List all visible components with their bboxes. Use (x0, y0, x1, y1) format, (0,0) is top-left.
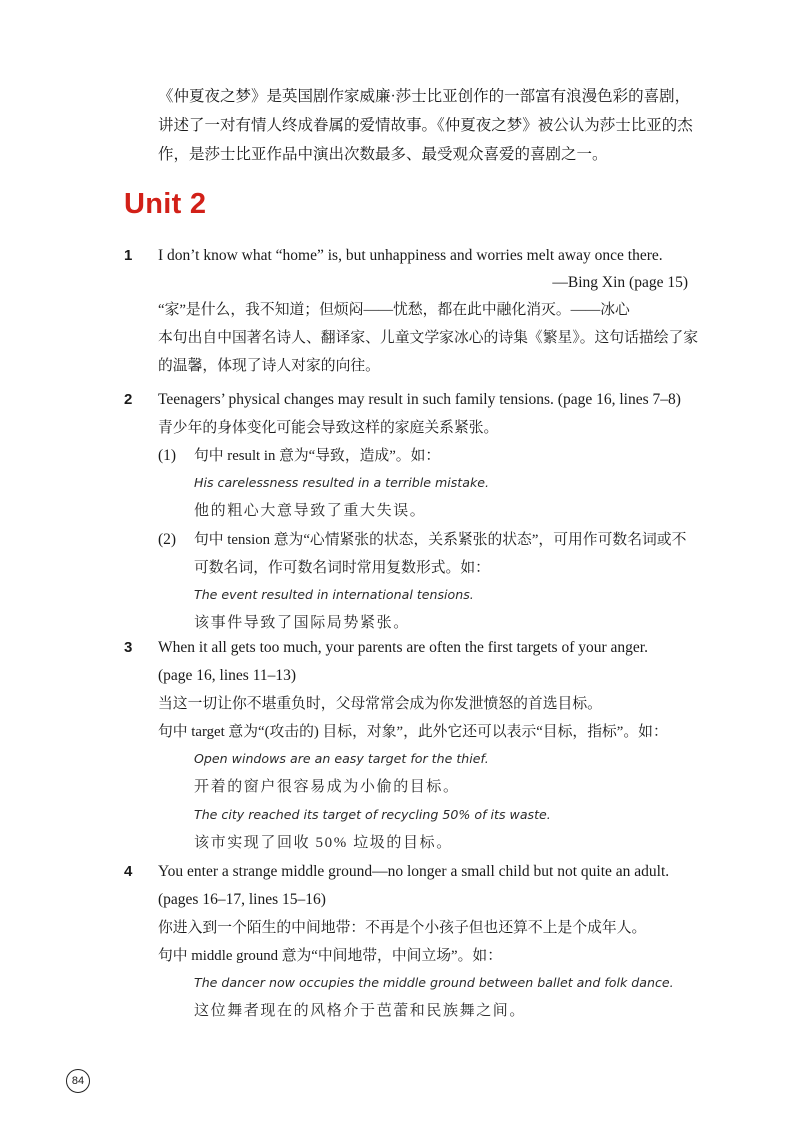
translation: “家”是什么，我不知道；但烦闷——忧愁，都在此中融化消灭。——冰心 (158, 302, 630, 318)
quote: I don’t know what “home” is, but unhappiness and worries melt away once there. (158, 247, 663, 264)
sub-number: (2) (158, 531, 177, 548)
example-english: The event resulted in international tensions. (194, 587, 474, 602)
intro-paragraph: 《仲夏夜之梦》是英国剧作家威廉·莎士比亚创作的一部富有浪漫色彩的喜剧，讲述了一对有情人终成眷属的爱情故事。《仲夏夜之梦》被公认为莎士比亚的杰作，是莎士比亚作品中演出次数最多、最受观众喜爱的喜剧之一。 (158, 88, 693, 163)
quote: Teenagers’ physical changes may result in such family tensions. (page 16, lines 7–8) (158, 391, 681, 408)
translation: 当这一切让你不堪重负时，父母常常会成为你发泄愤怒的首选目标。 (158, 696, 602, 712)
translation: 你进入到一个陌生的中间地带：不再是个小孩子但也还算不上是个成年人。 (158, 920, 647, 936)
explanation: 本句出自中国著名诗人、翻译家、儿童文学家冰心的诗集《繁星》。这句话描绘了家的温馨，体现了诗人对家的向往。 (158, 330, 699, 374)
example-chinese: 开着的窗户很容易成为小偷的目标。 (194, 779, 460, 795)
note-item-1 (124, 242, 700, 380)
translation: 青少年的身体变化可能会导致这样的家庭关系紧张。 (158, 420, 499, 436)
item-number: 1 (124, 247, 133, 264)
sub-note-2 (158, 526, 700, 638)
examples (158, 970, 700, 1026)
sub-note-1 (158, 442, 700, 526)
quote-reference: (page 16, lines 11–13) (158, 667, 297, 684)
example-english: Open windows are an easy target for the thief. (194, 751, 489, 766)
example-english: The city reached its target of recycling 50% of its waste. (194, 807, 551, 822)
sub-number: (1) (158, 447, 177, 464)
quote-reference: (pages 16–17, lines 15–16) (158, 891, 326, 908)
unit-title: Unit 2 (124, 188, 207, 220)
example-english: The dancer now occupies the middle ground between ballet and folk dance. (194, 975, 674, 990)
quote: You enter a strange middle ground—no longer a small child but not quite an adult. (158, 863, 670, 880)
note-item-3 (124, 634, 700, 858)
sub-explanation: 句中 result in 意为“导致，造成”。如： (194, 448, 441, 464)
example-english: His carelessness resulted in a terrible mistake. (194, 475, 489, 490)
example-chinese: 该事件导致了国际局势紧张。 (194, 615, 410, 631)
attribution: —Bing Xin (page 15) (552, 274, 688, 291)
item-number: 3 (124, 639, 133, 656)
example-chinese: 这位舞者现在的风格介于芭蕾和民族舞之间。 (194, 1003, 527, 1019)
sub-explanation: 句中 tension 意为“心情紧张的状态，关系紧张的状态”，可用作可数名词或不可数名词，作可数名词时常用复数形式。如： (194, 532, 687, 576)
note-item-4 (124, 858, 700, 1026)
page-number: 84 (66, 1069, 90, 1093)
item-number: 4 (124, 863, 133, 880)
explanation: 句中 target 意为“(攻击的) 目标，对象”，此外它还可以表示“目标，指标”。如： (158, 724, 668, 740)
example-chinese: 他的粗心大意导致了重大失误。 (194, 503, 427, 519)
explanation: 句中 middle ground 意为“中间地带，中间立场”。如： (158, 948, 502, 964)
item-number: 2 (124, 391, 133, 408)
quote: When it all gets too much, your parents are often the first targets of your anger. (158, 639, 648, 656)
example-chinese: 该市实现了回收 50% 垃圾的目标。 (194, 835, 453, 851)
note-item-2 (124, 386, 700, 638)
examples (158, 746, 700, 858)
